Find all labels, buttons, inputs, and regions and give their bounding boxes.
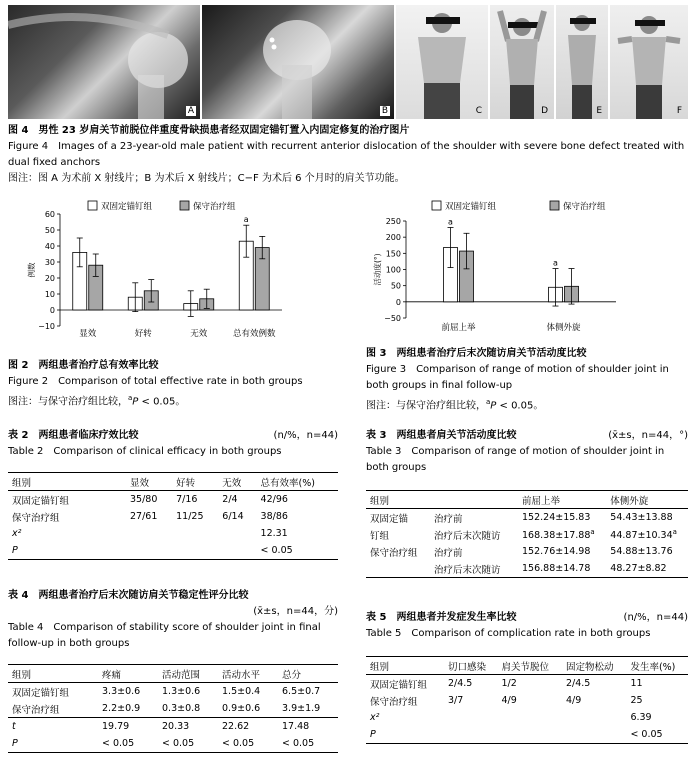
table-header-cell: 切口感染 [448, 661, 487, 673]
table-header-cell: 固定物松动 [565, 661, 614, 673]
table-row [8, 508, 338, 525]
table-cell: 22.62 [222, 721, 250, 732]
x-tick-label: 无效 [190, 329, 208, 339]
legend-label: 双固定锚钉组 [101, 202, 153, 212]
fig3-caption [366, 346, 692, 414]
table-header-cell: 肩关节脱位 [501, 661, 549, 673]
table-cell: 27/61 [130, 511, 158, 522]
y-axis-label: 例数 [27, 262, 36, 278]
person-figure [610, 5, 688, 119]
table-header-cell: 组别 [12, 669, 32, 681]
panel-label-d: D [541, 106, 548, 116]
table-cell: 0.3±0.8 [162, 703, 201, 714]
table-cell: P [12, 545, 18, 556]
table-row [8, 491, 338, 509]
significance-label: a [448, 217, 453, 227]
table-row [366, 560, 688, 578]
fig3-title-cn: 图 3 两组患者治疗后末次随访肩关节活动度比较 [366, 348, 587, 359]
table-cell: 6.5±0.7 [282, 686, 321, 697]
table5 [366, 656, 688, 744]
table-cell: < 0.05 [282, 738, 315, 749]
table-cell [172, 542, 218, 560]
significance-label: a [243, 215, 249, 225]
fig3-chart [366, 198, 692, 343]
table-cell: 3.9±1.9 [282, 703, 321, 714]
table-cell: < 0.05 [222, 738, 255, 749]
table-cell: 7/16 [176, 494, 198, 505]
legend-label: 双固定锚钉组 [445, 202, 497, 212]
y-tick-label: −50 [384, 314, 401, 323]
fig2-chart [8, 198, 348, 348]
table4-caption [8, 588, 338, 652]
panel-label-b: B [381, 106, 388, 116]
table-cell: t [12, 721, 16, 732]
function-photo-f [610, 5, 688, 119]
table-header-row [8, 473, 338, 491]
cell-value: 168.38±17.88 [522, 530, 591, 542]
table-cell: 保守治疗组 [12, 512, 60, 524]
table-cell: 3/7 [448, 695, 464, 706]
table-cell: 54.88±13.76 [610, 546, 673, 557]
table5-unit: (n/%，n=44) [623, 612, 688, 623]
table-cell [172, 525, 218, 542]
x-tick-label: 体侧外旋 [546, 323, 581, 333]
table-cell: 0.9±0.6 [222, 703, 261, 714]
table-row [366, 526, 688, 543]
table4-title-cn: 表 4 两组患者治疗后末次随访肩关节稳定性评分比较 [8, 590, 249, 601]
table-cell [518, 526, 606, 543]
table-row [366, 726, 688, 744]
table4 [8, 664, 338, 753]
sig-mark: a [672, 527, 677, 536]
table-row [8, 525, 338, 542]
fig2-note-sup: a [128, 394, 133, 402]
table-cell [366, 560, 430, 578]
function-photo-d [490, 5, 554, 119]
table-cell: 4/9 [565, 695, 582, 706]
fig4-title-cn: 图 4 男性 23 岁肩关节前脱位伴重度骨缺损患者经双固定锚钉置入内固定修复的治疗图片 [8, 125, 410, 136]
y-tick-label: 60 [44, 210, 55, 219]
table-cell [444, 726, 497, 744]
table-row [366, 675, 688, 693]
fig3-note-pre: 图注：与保守治疗组比较， [366, 400, 486, 412]
panel-label-a: A [187, 106, 194, 116]
significance-label: a [553, 258, 558, 268]
table-cell [444, 709, 497, 726]
table4-unit: (x̄±s，n=44，分) [253, 606, 338, 617]
table5-caption [366, 610, 688, 642]
table-row [8, 700, 338, 718]
function-photo-c [396, 5, 488, 119]
cell-value: 44.87±10.34 [610, 530, 673, 542]
table-cell: < 0.05 [102, 738, 135, 749]
table-row [366, 692, 688, 709]
y-tick-label: 20 [44, 274, 55, 283]
x-tick-label: 前屈上举 [441, 323, 476, 333]
table-cell: 42/96 [260, 494, 288, 505]
fig2-note-p: P [132, 396, 139, 408]
fig3-note-post: < 0.05。 [496, 400, 544, 412]
table-cell: x² [12, 528, 22, 539]
table-row [8, 718, 338, 736]
panel-label-f: F [676, 106, 682, 116]
table-header-cell: 发生率(%) [630, 661, 676, 673]
table3 [366, 490, 688, 578]
y-tick-label: −10 [38, 322, 55, 331]
x-tick-label: 显效 [79, 329, 97, 339]
fig2-caption [8, 358, 348, 410]
x-tick-label: 总有效例数 [232, 329, 276, 339]
table2-title-cn: 表 2 两组患者临床疗效比较 [8, 430, 139, 441]
table-cell: < 0.05 [630, 729, 663, 740]
table-cell: 2/4 [222, 494, 238, 505]
y-tick-label: 10 [44, 290, 55, 299]
y-tick-label: 30 [44, 258, 55, 267]
table-cell: 双固定锚钉组 [12, 687, 70, 699]
fig4-note: 图注：图 A 为术前 X 射线片；B 为术后 X 射线片；C−F 为术后 6 个月时的肩关节功能。 [8, 173, 405, 184]
table-row [8, 542, 338, 560]
table-cell: 54.43±13.88 [610, 512, 673, 523]
legend-swatch [88, 201, 97, 210]
table-header-cell: 体侧外旋 [610, 495, 649, 507]
legend-label: 保守治疗组 [193, 202, 236, 212]
table-cell: < 0.05 [162, 738, 195, 749]
xray-bone-shape [8, 5, 200, 119]
table2-title-en: Table 2 Comparison of clinical efficacy in both groups [8, 446, 282, 457]
panel-label-c: C [475, 106, 482, 116]
y-tick-label: 50 [44, 226, 55, 235]
table-cell: 19.79 [102, 721, 130, 732]
fig4-caption [8, 123, 692, 187]
table-cell: 152.24±15.83 [522, 512, 591, 523]
y-tick-label: 200 [385, 233, 401, 243]
y-tick-label: 50 [390, 281, 401, 291]
fig3-title-en: Figure 3 Comparison of range of motion of shoulder joint in both groups in final follow-up [366, 364, 669, 391]
table-cell: 双固定锚钉组 [370, 679, 428, 691]
table-row [8, 683, 338, 701]
fig3-note-p: P [490, 400, 497, 412]
table-cell: 12.31 [260, 528, 288, 539]
table-header-cell: 活动范围 [162, 669, 201, 681]
panel-label-e: E [596, 106, 602, 116]
fig3-note-sup: a [486, 398, 491, 406]
table-cell [606, 526, 688, 543]
table-header-cell: 组别 [370, 661, 390, 673]
person-figure [556, 5, 608, 119]
table-header-cell: 疼痛 [102, 669, 122, 681]
xray-anchor-shape [202, 5, 394, 119]
table-cell: 4/9 [501, 695, 517, 706]
table-cell: x² [370, 712, 380, 723]
table-cell: 38/86 [260, 511, 288, 522]
table-header-cell: 无效 [222, 477, 242, 489]
table-header-cell: 好转 [176, 477, 196, 489]
y-tick-label: 40 [44, 242, 55, 251]
person-figure [490, 5, 554, 119]
table-cell: 11 [630, 678, 643, 689]
table-cell: 11/25 [176, 511, 204, 522]
table-cell: 双固定锚钉组 [12, 495, 70, 507]
table2-caption [8, 428, 338, 460]
table-cell: 保守治疗组 [370, 547, 418, 559]
table-cell: 6/14 [222, 511, 244, 522]
y-tick-label: 250 [385, 217, 401, 226]
table-row [366, 543, 688, 560]
table2 [8, 472, 338, 560]
table-cell: P [12, 738, 18, 749]
table-cell: 2/4.5 [565, 678, 591, 689]
table-cell: 3.3±0.6 [102, 686, 141, 697]
y-tick-label: 100 [385, 265, 401, 275]
table-header-cell: 总有效率(%) [260, 477, 315, 489]
fig2-note-post: < 0.05。 [138, 396, 186, 408]
table-cell: 152.76±14.98 [522, 546, 591, 557]
y-axis-label: 活动度(°) [373, 253, 382, 286]
table-cell [126, 525, 172, 542]
table-cell: 17.48 [282, 721, 310, 732]
fig2-title-cn: 图 2 两组患者治疗总有效率比较 [8, 360, 159, 371]
x-tick-label: 好转 [134, 329, 152, 339]
fig4-title-en: Figure 4 Images of a 23-year-old male patient with recurrent anterior dislocation of the shoulder with severe bone defect treated with dual fixed anchors [8, 141, 685, 168]
table-row [8, 735, 338, 753]
table-cell: 保守治疗组 [12, 704, 60, 716]
table-cell: 治疗后末次随访 [434, 564, 501, 576]
table-header-cell [430, 491, 518, 509]
table-cell: < 0.05 [260, 545, 293, 556]
table-header-cell: 活动水平 [222, 669, 261, 681]
table-cell: 35/80 [130, 494, 158, 505]
table-header-cell: 总分 [282, 669, 302, 681]
legend-swatch [432, 201, 441, 210]
y-tick-label: 150 [385, 249, 401, 259]
table-cell: 治疗前 [434, 513, 463, 525]
table-cell [497, 709, 562, 726]
table-cell [497, 726, 562, 744]
person-figure [396, 5, 488, 119]
table5-title-cn: 表 5 两组患者并发症发生率比较 [366, 612, 517, 623]
table3-title-cn: 表 3 两组患者肩关节活动度比较 [366, 430, 517, 441]
table3-title-en: Table 3 Comparison of range of motion of shoulder joint in both groups [366, 446, 665, 473]
table-cell: 保守治疗组 [370, 696, 418, 708]
table-header-cell: 显效 [130, 477, 150, 489]
table-cell: 156.88±14.78 [522, 563, 591, 574]
table-row [366, 509, 688, 527]
table-header-cell: 前屈上举 [522, 495, 561, 507]
table-cell: 48.27±8.82 [610, 563, 667, 574]
table-cell [218, 525, 256, 542]
table-cell: 治疗后末次随访 [434, 530, 501, 542]
table-cell [126, 542, 172, 560]
table-cell: 1.5±0.4 [222, 686, 261, 697]
y-tick-label: 0 [395, 297, 401, 307]
fig2-note-pre: 图注：与保守治疗组比较， [8, 396, 128, 408]
legend-swatch [550, 201, 559, 210]
table-cell [562, 709, 627, 726]
table-header-row [366, 491, 688, 509]
y-tick-label: 0 [49, 306, 55, 315]
table-header-row [366, 657, 688, 675]
sig-mark: a [590, 527, 595, 536]
table-cell: P [370, 729, 376, 740]
table-cell: 1/2 [501, 678, 517, 689]
legend-swatch [180, 201, 189, 210]
table-header-row [8, 665, 338, 683]
xray-postop-photo [202, 5, 394, 119]
table-cell: 治疗前 [434, 547, 463, 559]
fig2-title-en: Figure 2 Comparison of total effective rate in both groups [8, 376, 303, 387]
table2-unit: (n/%，n=44) [273, 430, 338, 441]
table5-title-en: Table 5 Comparison of complication rate in both groups [366, 628, 651, 639]
table4-title-en: Table 4 Comparison of stability score of shoulder joint in final follow-up in both groups [8, 622, 321, 649]
legend-label: 保守治疗组 [563, 202, 606, 212]
table-cell [562, 726, 627, 744]
table-cell [218, 542, 256, 560]
table-cell: 钉组 [370, 530, 390, 542]
table3-unit: (x̄±s，n=44，°) [608, 430, 688, 441]
table-row [366, 709, 688, 726]
table-cell: 双固定锚 [370, 513, 409, 525]
function-photo-e [556, 5, 608, 119]
table3-caption [366, 428, 688, 476]
table-cell: 2.2±0.9 [102, 703, 141, 714]
table-cell: 20.33 [162, 721, 190, 732]
table-header-cell: 组别 [370, 495, 390, 507]
table-header-cell: 组别 [12, 477, 32, 489]
table-cell: 25 [630, 695, 643, 706]
table-cell: 2/4.5 [448, 678, 473, 689]
xray-preop-photo [8, 5, 200, 119]
table-cell: 6.39 [630, 712, 652, 723]
table-cell: 1.3±0.6 [162, 686, 201, 697]
